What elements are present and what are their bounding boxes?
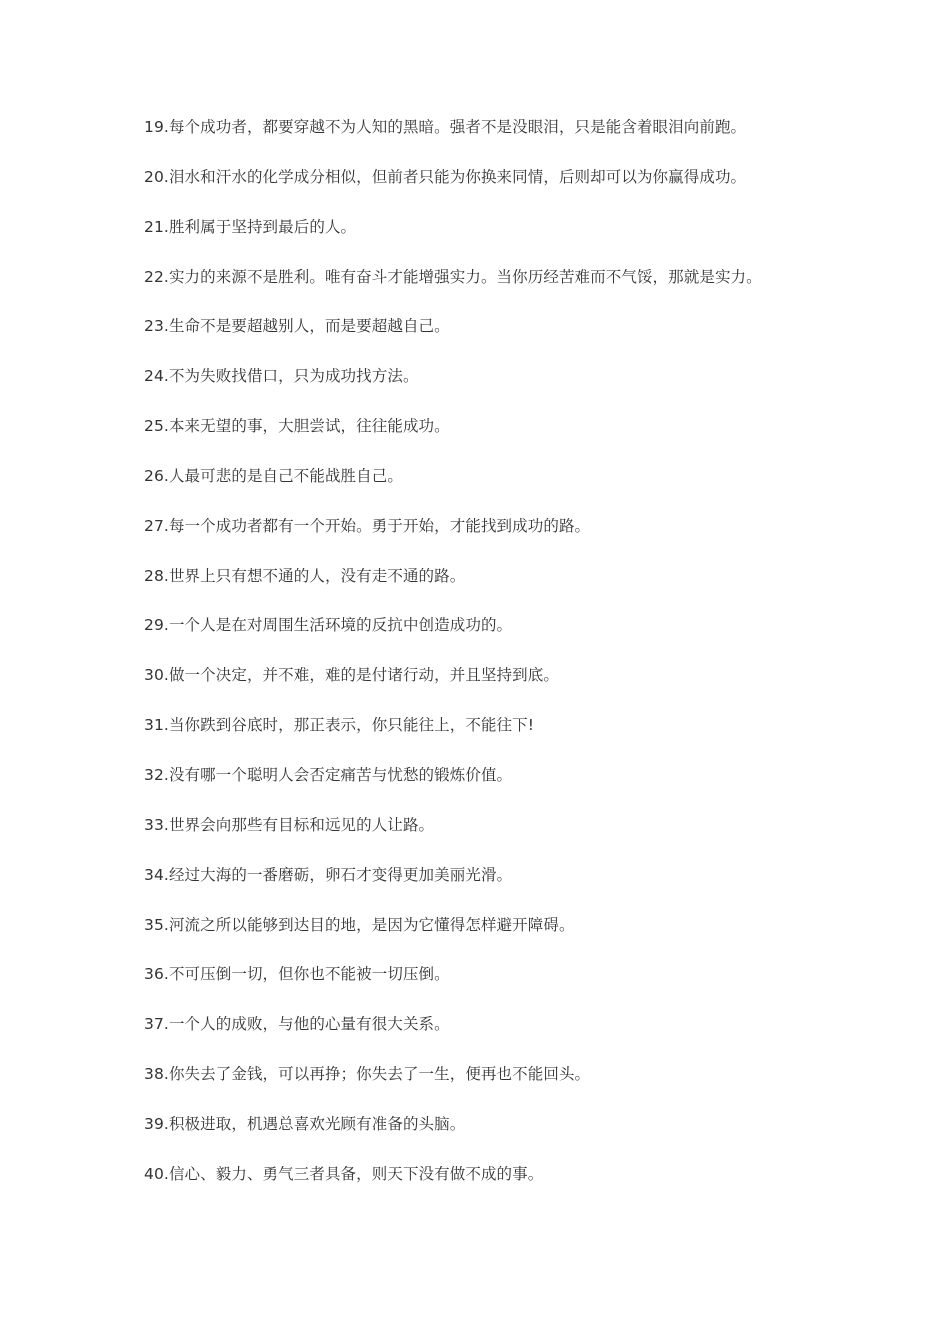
list-item: 33.世界会向那些有目标和远见的人让路。 — [144, 815, 435, 834]
list-item: 36.不可压倒一切，但你也不能被一切压倒。 — [144, 965, 450, 984]
list-item: 40.信心、毅力、勇气三者具备，则天下没有做不成的事。 — [144, 1164, 544, 1183]
list-item: 21.胜利属于坚持到最后的人。 — [144, 217, 357, 236]
list-item: 29.一个人是在对周围生活环境的反抗中创造成功的。 — [144, 616, 513, 635]
list-item: 23.生命不是要超越别人，而是要超越自己。 — [144, 317, 450, 336]
list-item: 19.每个成功者，都要穿越不为人知的黑暗。强者不是没眼泪，只是能含着眼泪向前跑。 — [144, 118, 747, 136]
list-item: 24.不为失败找借口，只为成功找方法。 — [144, 367, 419, 386]
list-item: 37.一个人的成败，与他的心量有很大关系。 — [144, 1015, 450, 1034]
list-item: 30.做一个决定，并不难，难的是付诸行动，并且坚持到底。 — [144, 666, 559, 685]
list-item: 20.泪水和汗水的化学成分相似，但前者只能为你换来同情，后则却可以为你赢得成功。 — [144, 167, 747, 186]
list-item: 22.实力的来源不是胜利。唯有奋斗才能增强实力。当你历经苦难而不气馁，那就是实力。 — [144, 267, 762, 286]
list-item: 31.当你跌到谷底时，那正表示，你只能往上，不能往下! — [144, 716, 535, 735]
list-item: 26.人最可悲的是自己不能战胜自己。 — [144, 466, 403, 485]
list-item: 25.本来无望的事，大胆尝试，往往能成功。 — [144, 417, 450, 436]
list-item: 28.世界上只有想不通的人，没有走不通的路。 — [144, 566, 466, 585]
quote-list — [144, 116, 762, 1213]
list-item: 32.没有哪一个聪明人会否定痛苦与忧愁的锻炼价值。 — [144, 765, 513, 784]
list-item: 38.你失去了金钱，可以再挣；你失去了一生，便再也不能回头。 — [144, 1065, 591, 1084]
list-item: 39.积极进取，机遇总喜欢光顾有准备的头脑。 — [144, 1114, 466, 1133]
list-item: 27.每一个成功者都有一个开始。勇于开始，才能找到成功的路。 — [144, 516, 591, 535]
list-item: 34.经过大海的一番磨砺，卵石才变得更加美丽光滑。 — [144, 865, 513, 884]
list-item: 35.河流之所以能够到达目的地，是因为它懂得怎样避开障碍。 — [144, 915, 575, 934]
